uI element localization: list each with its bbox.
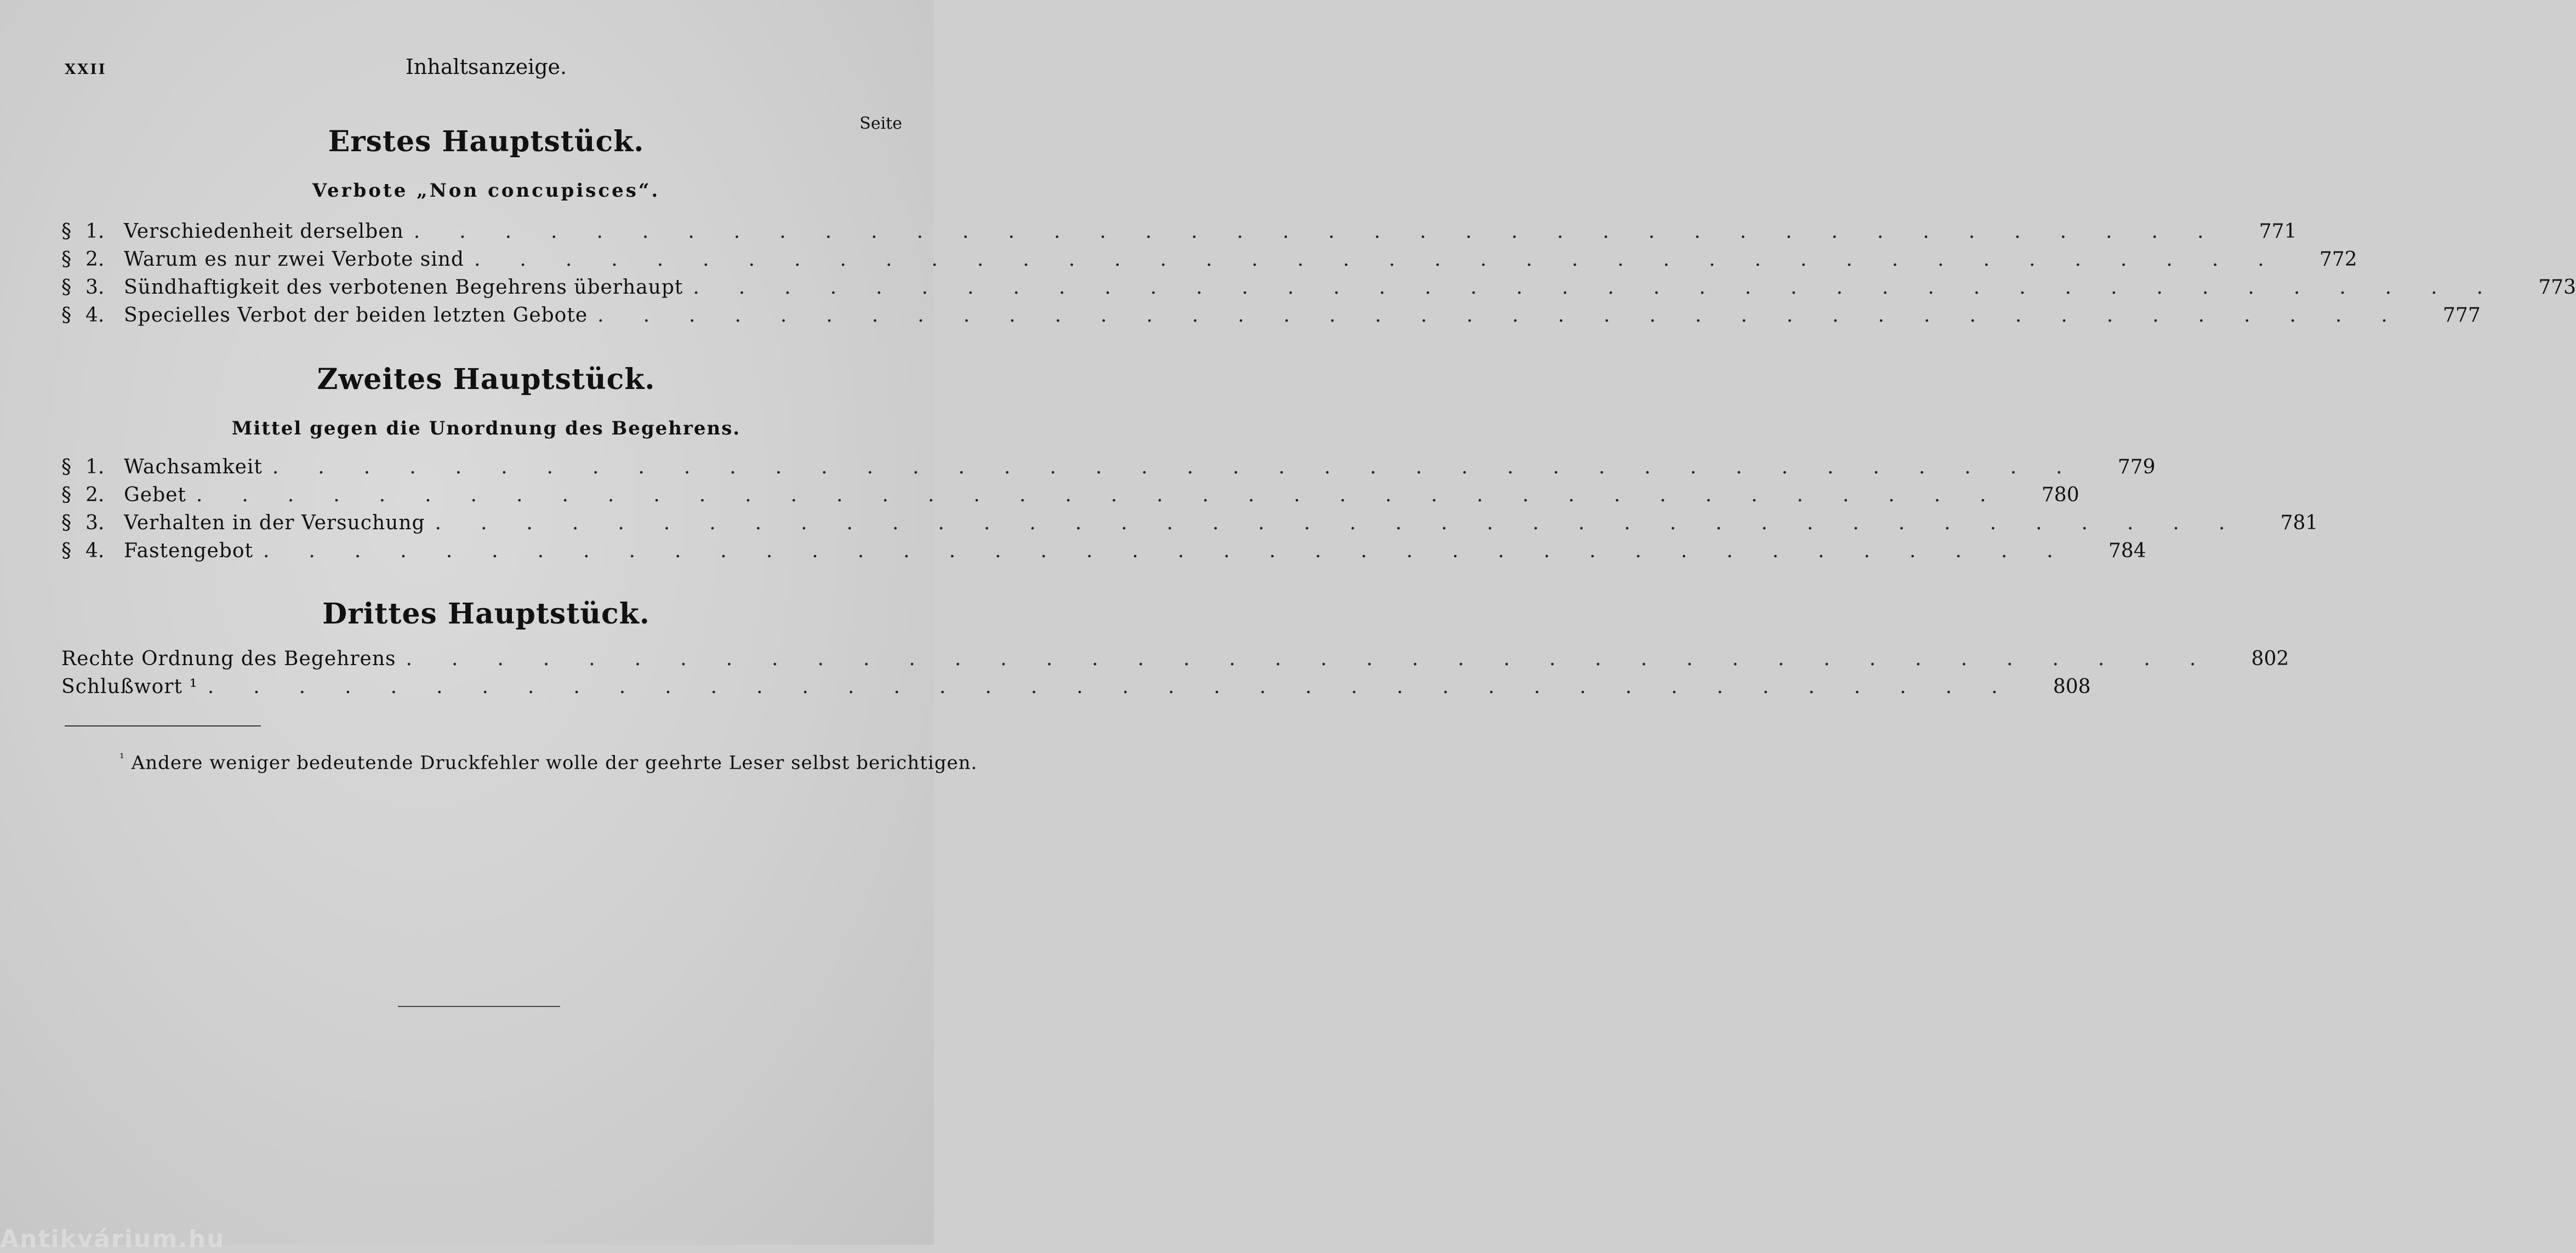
section-sign: § — [61, 304, 71, 327]
entry-page: 784 — [2108, 540, 2146, 562]
chapter-heading: Erstes Hauptstück. — [328, 125, 645, 158]
dot-leader: . . . . . . . . . . . . . . . . . . . . . . . . . . . . . . . . . . . . . . . . — [272, 456, 2102, 478]
chapter-heading: Zweites Hauptstück. — [317, 363, 656, 396]
entry-page: 772 — [2319, 248, 2357, 271]
dot-leader: . . . . . . . . . . . . . . . . . . . . . . . . . . . . . . . . . . . . . . . . — [435, 512, 2265, 534]
watermark: Antikvárium.hu — [0, 1225, 225, 1253]
toc-entry[interactable] — [61, 648, 2289, 675]
entry-number: 1. — [86, 220, 105, 243]
entry-page: 779 — [2117, 456, 2156, 478]
entry-title: Sündhaftigkeit des verbotenen Begehrens überhaupt — [124, 276, 683, 299]
footnote — [119, 752, 978, 774]
chapter-heading: Drittes Hauptstück. — [322, 597, 650, 631]
entry-page: 808 — [2053, 676, 2091, 698]
entry-number: 1. — [86, 456, 105, 478]
section-sign: § — [61, 248, 71, 271]
entry-page: 802 — [2251, 648, 2289, 670]
toc-entry[interactable] — [61, 248, 2357, 276]
section-sign: § — [61, 484, 71, 506]
running-title: Inhaltsanzeige. — [405, 55, 567, 79]
entry-number: 3. — [86, 276, 105, 299]
chapter-subtitle: Mittel gegen die Unordnung des Begehrens. — [231, 417, 741, 439]
toc-entry[interactable] — [61, 456, 2156, 483]
entry-number: 2. — [86, 248, 105, 271]
entry-title: Verhalten in der Versuchung — [124, 512, 425, 534]
toc-entry[interactable] — [61, 220, 2297, 248]
dot-leader: . . . . . . . . . . . . . . . . . . . . . . . . . . . . . . . . . . . . . . . . — [263, 540, 2093, 562]
footnote-marker: ¹ — [119, 752, 125, 765]
running-head — [0, 55, 934, 88]
entry-page: 780 — [2041, 484, 2079, 506]
entry-number: 2. — [86, 484, 105, 506]
dot-leader: . . . . . . . . . . . . . . . . . . . . . . . . . . . . . . . . . . . . . . . . — [413, 220, 2243, 243]
toc-entry[interactable] — [61, 676, 2091, 703]
entry-title: Rechte Ordnung des Begehrens — [61, 648, 396, 670]
toc-entry[interactable] — [61, 484, 2079, 511]
dot-leader: . . . . . . . . . . . . . . . . . . . . . . . . . . . . . . . . . . . . . . . . — [406, 648, 2236, 670]
footnote-text: Andere weniger bedeutende Druckfehler wolle der geehrte Leser selbst berichtigen. — [131, 752, 978, 774]
entry-page: 781 — [2280, 512, 2318, 534]
entry-title: Schlußwort ¹ — [61, 676, 198, 698]
entry-number: 4. — [86, 540, 105, 562]
toc-entry[interactable] — [61, 304, 2481, 331]
section-sign: § — [61, 456, 71, 478]
entry-title: Gebet — [124, 484, 186, 506]
toc-entry[interactable] — [61, 276, 2576, 304]
dot-leader: . . . . . . . . . . . . . . . . . . . . . . . . . . . . . . . . . . . . . . . . — [597, 304, 2427, 327]
dot-leader: . . . . . . . . . . . . . . . . . . . . . . . . . . . . . . . . . . . . . . . . — [693, 276, 2523, 299]
seite-column-label: Seite — [859, 114, 902, 133]
section-sign: § — [61, 512, 71, 534]
page-number: XXII — [65, 61, 107, 78]
section-sign: § — [61, 276, 71, 299]
toc-entry[interactable] — [61, 512, 2318, 539]
footnote-rule — [65, 725, 261, 726]
entry-page: 777 — [2443, 304, 2481, 327]
entry-number: 4. — [86, 304, 105, 327]
chapter-subtitle: Verbote „Non concupisces“. — [312, 180, 660, 202]
dot-leader: . . . . . . . . . . . . . . . . . . . . . . . . . . . . . . . . . . . . . . . . — [196, 484, 2026, 506]
entry-title: Specielles Verbot der beiden letzten Gebote — [124, 304, 588, 327]
toc-entry[interactable] — [61, 540, 2146, 567]
entry-title: Warum es nur zwei Verbote sind — [124, 248, 464, 271]
end-rule — [398, 1006, 560, 1007]
entry-page: 773 — [2538, 276, 2576, 299]
entry-title: Fastengebot — [124, 540, 253, 562]
entry-number: 3. — [86, 512, 105, 534]
dot-leader: . . . . . . . . . . . . . . . . . . . . . . . . . . . . . . . . . . . . . . . . — [474, 248, 2304, 271]
section-sign: § — [61, 220, 71, 243]
entry-title: Verschiedenheit derselben — [124, 220, 404, 243]
entry-page: 771 — [2259, 220, 2297, 243]
dot-leader: . . . . . . . . . . . . . . . . . . . . . . . . . . . . . . . . . . . . . . . . — [207, 676, 2037, 698]
section-sign: § — [61, 540, 71, 562]
entry-title: Wachsamkeit — [124, 456, 263, 478]
